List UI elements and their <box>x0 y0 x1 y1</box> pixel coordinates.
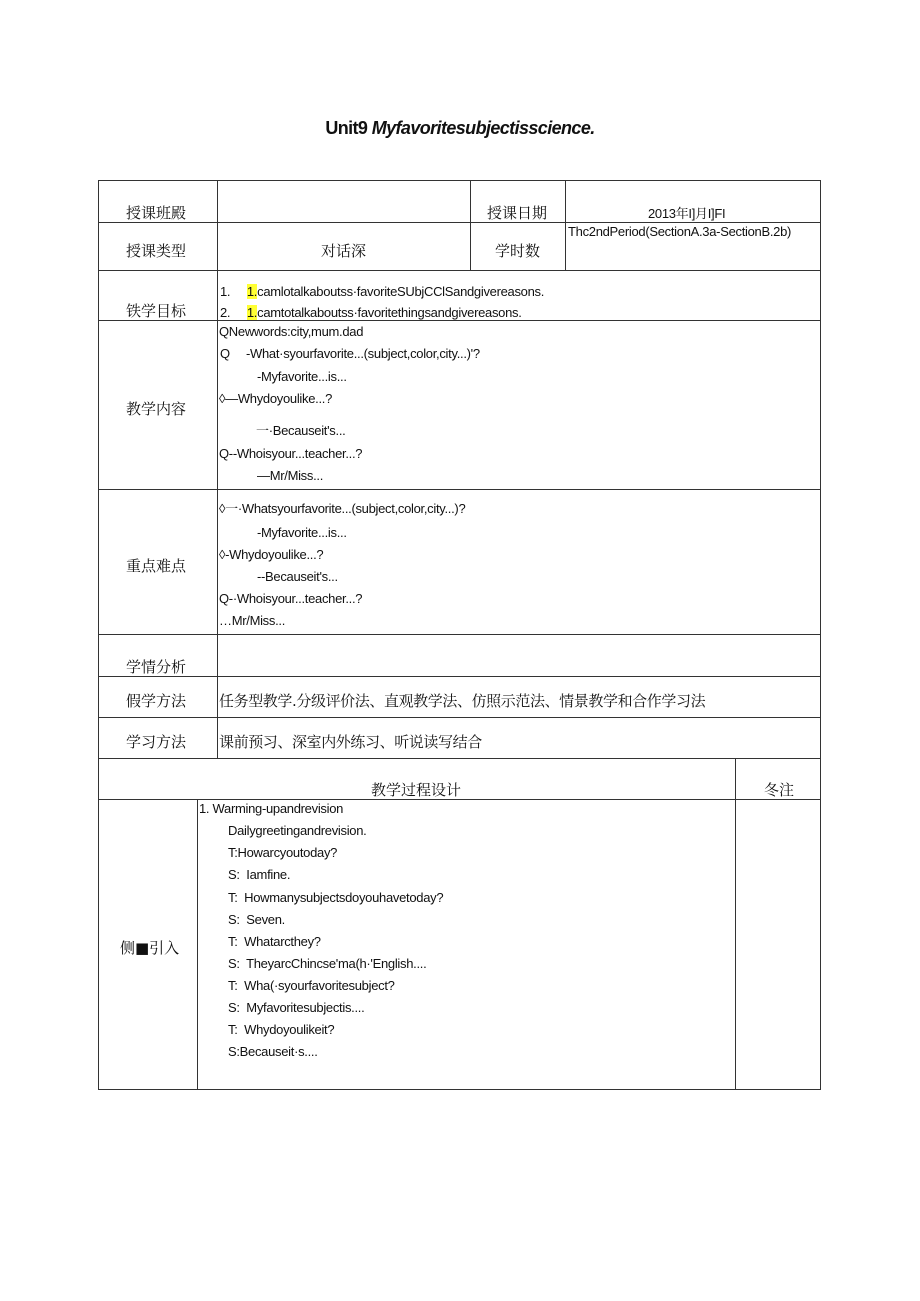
period-value: Thc2ndPeriod(SectionA.3a-SectionB.2b) <box>568 224 792 239</box>
document-title <box>0 118 920 139</box>
goal-text: camtotalkaboutss·favoritethingsandgivereasons. <box>257 305 522 320</box>
col-rule <box>197 799 198 1089</box>
process-line: S: TheyarcChincse'ma(h·'English.... <box>228 956 427 971</box>
row-rule <box>98 270 821 271</box>
key-points-label: 重点难点 <box>126 557 187 575</box>
content-line: QNewwords:city,mum.dad <box>219 324 364 339</box>
table-border-right <box>820 180 821 1090</box>
table-border-left <box>98 180 99 1090</box>
process-line: S: Seven. <box>228 912 285 927</box>
process-line: T: Whydoyoulikeit? <box>228 1022 335 1037</box>
analysis-label: 学情分析 <box>126 658 187 676</box>
row-rule <box>98 717 821 718</box>
date-value: 2013年I]月I]FI <box>648 206 726 221</box>
process-header: 教学过程设计 <box>371 781 462 799</box>
col-rule <box>565 180 566 271</box>
type-label: 授课类型 <box>126 242 187 260</box>
content-line: ◊—Whydoyoulike...? <box>219 391 333 406</box>
goal-highlight: 1. <box>246 305 258 320</box>
process-line: 1. Warming-upandrevision <box>199 801 344 816</box>
row-rule <box>98 320 821 321</box>
content-line: Q <box>220 346 230 361</box>
process-line: S:Becauseit·s.... <box>228 1044 318 1059</box>
row-rule <box>98 489 821 490</box>
title-unit: Unit9 <box>325 118 372 138</box>
content-line: -What·syourfavorite...(subject,color,city...)'? <box>246 346 480 361</box>
key-point-line: Q-·Whoisyour...teacher...? <box>219 591 363 606</box>
row-rule <box>98 222 821 223</box>
content-line: —Mr/Miss... <box>257 468 324 483</box>
process-line: Dailygreetingandrevision. <box>228 823 367 838</box>
goal-highlight: 1. <box>246 284 258 299</box>
process-line: S: Iamfine. <box>228 867 291 882</box>
table-border-bottom <box>98 1089 821 1090</box>
teaching-method-value: 任务型教学.分级评价法、直观教学法、仿照示范法、情景教学和合作学习法 <box>219 692 706 710</box>
key-point-line: ◊一·Whatsyourfavorite...(subject,color,city...)? <box>219 501 466 516</box>
row-rule <box>98 634 821 635</box>
content-line: Q--Whoisyour...teacher...? <box>219 446 363 461</box>
process-line: T: Howmanysubjectsdoyouhavetoday? <box>228 890 444 905</box>
process-line: T: Whatarcthey? <box>228 934 321 949</box>
title-text: Myfavoritesubjectisscience. <box>371 118 595 138</box>
process-line: S: Myfavoritesubjectis.... <box>228 1000 365 1015</box>
learning-method-label: 学习方法 <box>126 733 187 751</box>
col-rule <box>470 180 471 271</box>
goal-text: camlotalkaboutss·favoriteSUbjCClSandgivereasons. <box>257 284 545 299</box>
content-label: 教学内容 <box>126 400 187 418</box>
goal-number: 2. <box>220 305 231 320</box>
goal-item <box>220 284 544 299</box>
period-label: 学时数 <box>495 242 541 260</box>
key-point-line: ◊-Whydoyoulike...? <box>219 547 324 562</box>
date-label: 授课日期 <box>487 204 548 222</box>
process-line: T:Howarcyoutoday? <box>228 845 338 860</box>
notes-header: 冬注 <box>764 781 795 799</box>
key-point-line: --Becauseit's... <box>257 569 338 584</box>
learning-method-value: 课前预习、深室内外练习、听说读写结合 <box>219 733 482 751</box>
goals-label: 铁学目标 <box>126 302 187 320</box>
key-point-line: -Myfavorite...is... <box>257 525 347 540</box>
teaching-method-label: 假学方法 <box>126 692 187 710</box>
table-border-top <box>98 180 821 181</box>
goal-number: 1. <box>220 284 231 299</box>
col-rule <box>217 180 218 758</box>
col-rule <box>735 758 736 1089</box>
row-rule <box>98 676 821 677</box>
content-line: -Myfavorite...is... <box>257 369 347 384</box>
type-value: 对话深 <box>321 242 367 260</box>
content-line: 一·Becauseit's... <box>256 423 346 438</box>
stage-label: 侧■引入 <box>120 939 180 957</box>
process-line: T: Wha(·syourfavoritesubject? <box>228 978 395 993</box>
key-point-line: …Mr/Miss... <box>219 613 286 628</box>
class-label: 授课班殿 <box>126 204 187 222</box>
goal-item <box>220 305 522 320</box>
row-rule <box>98 758 821 759</box>
